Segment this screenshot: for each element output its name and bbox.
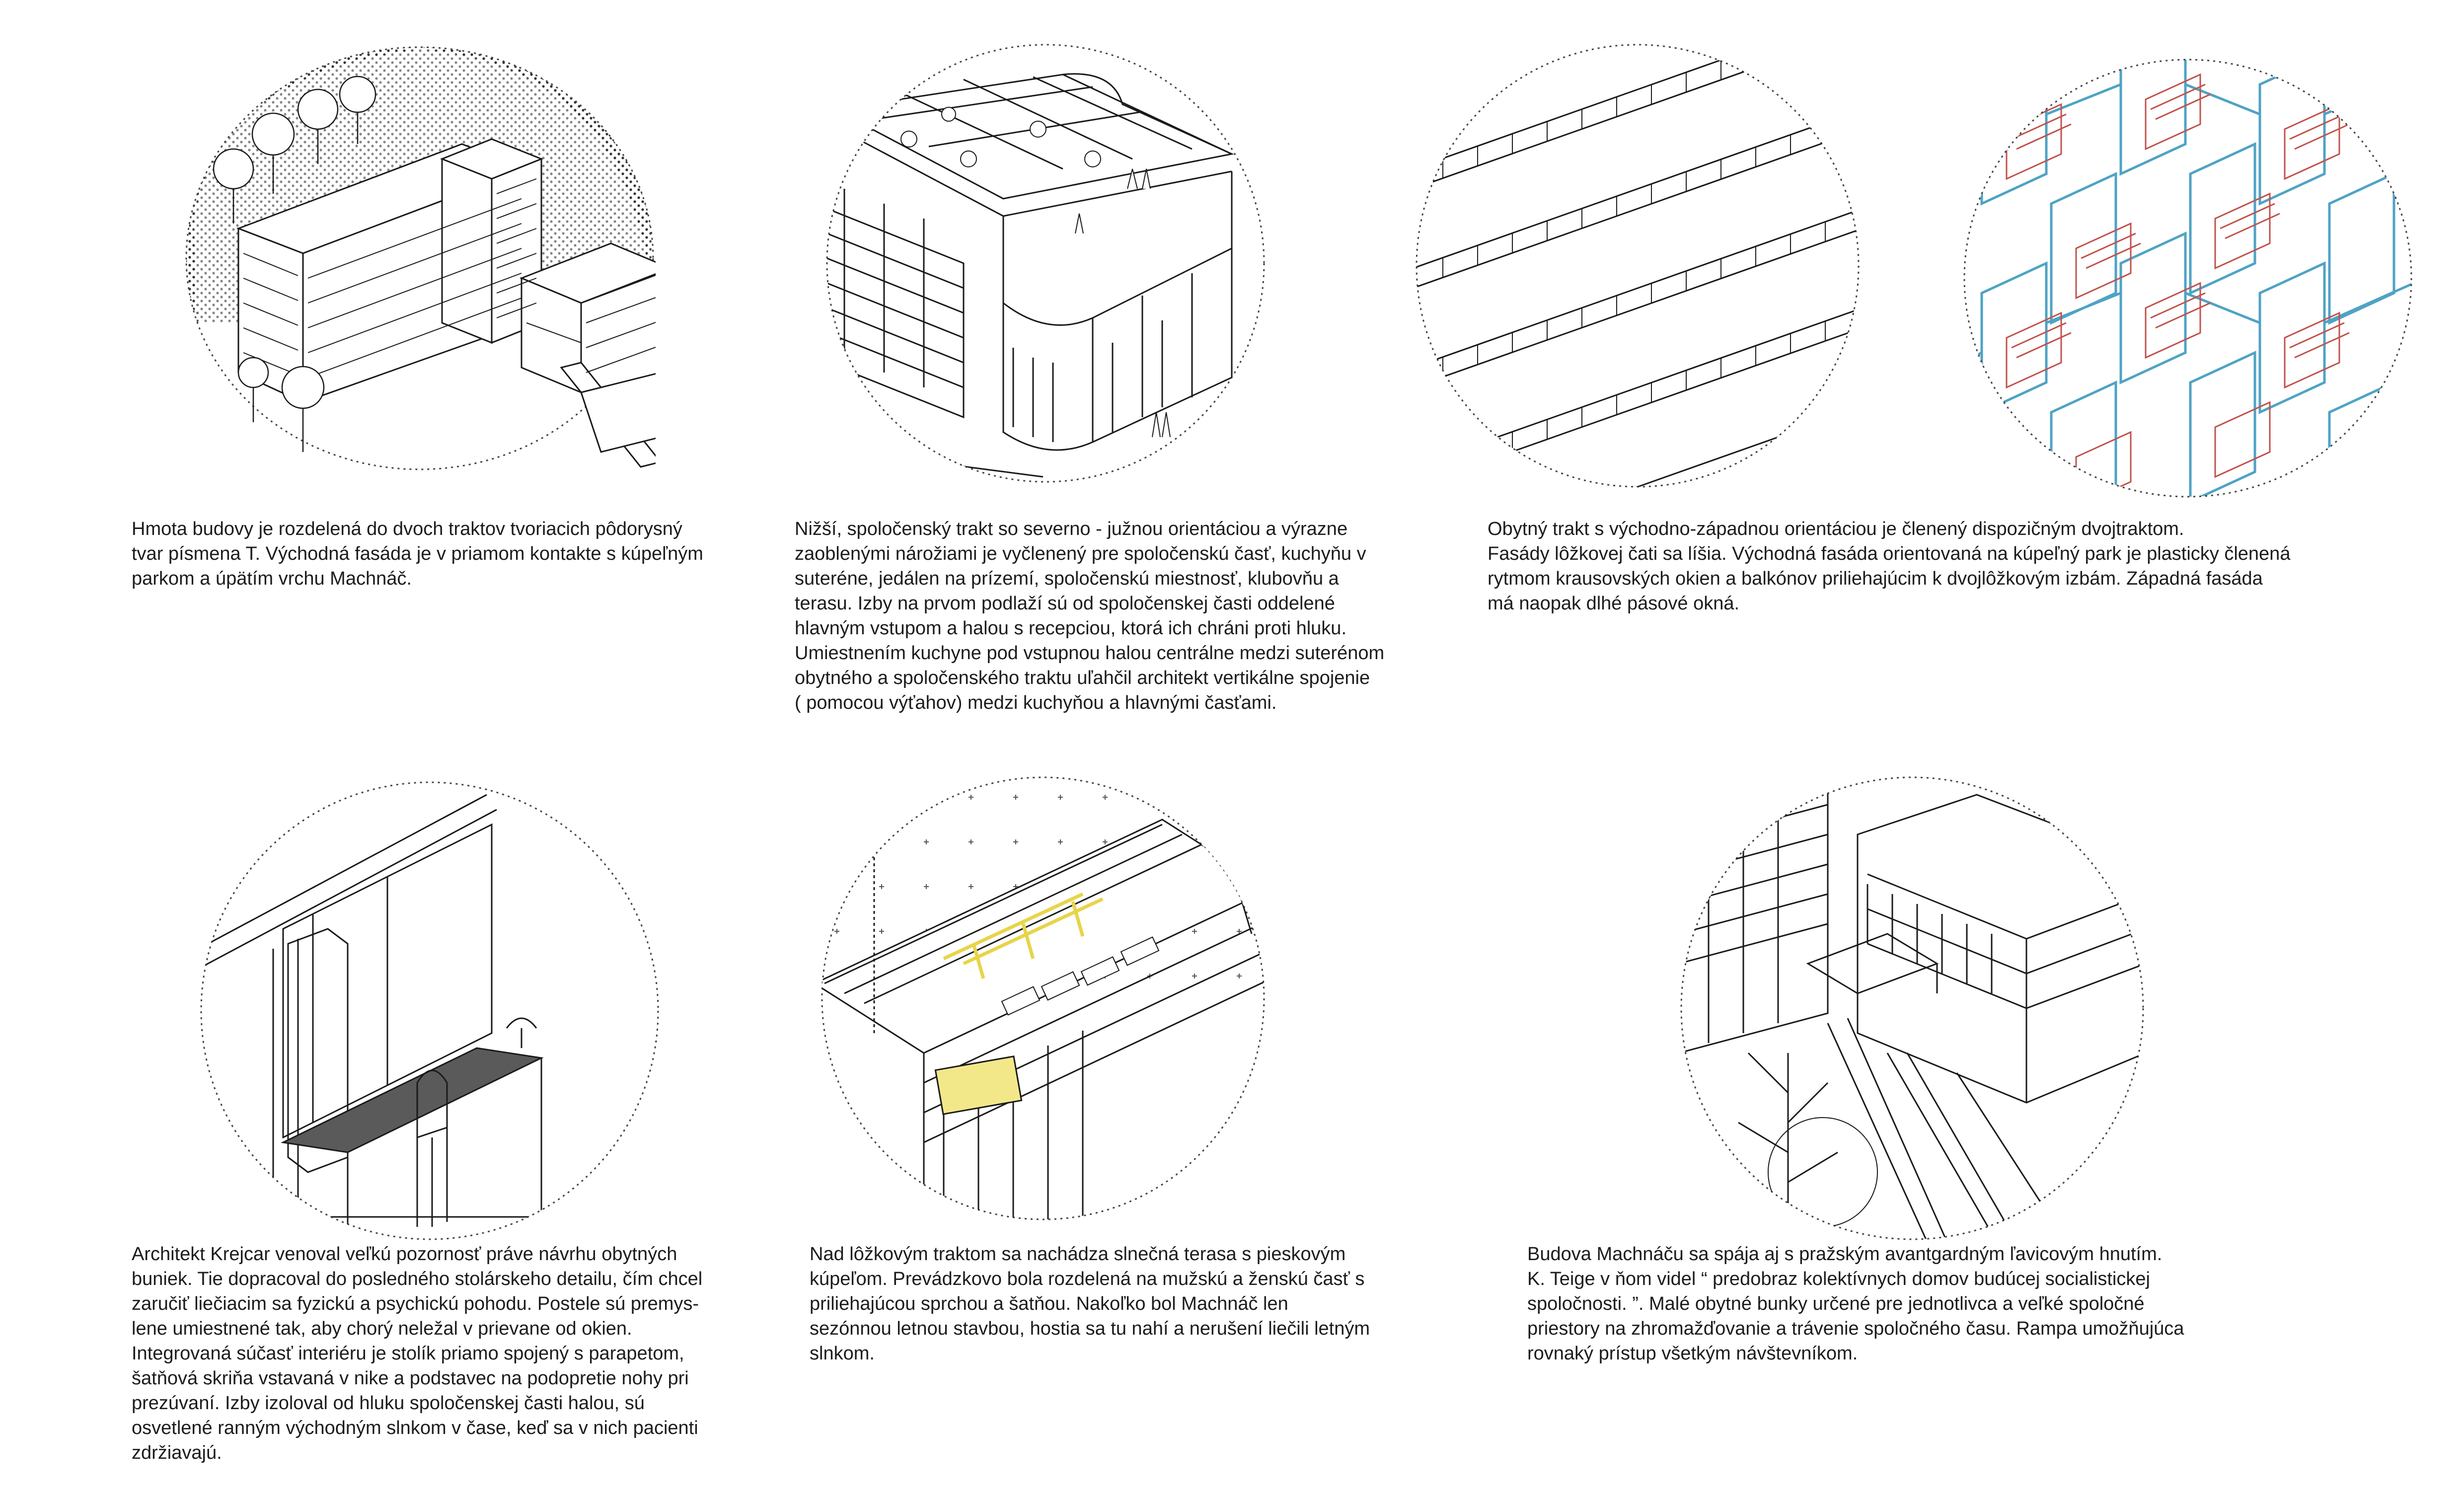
entrance-ramp-icon <box>1679 775 2146 1242</box>
caption-line: sezónnou letnou stavbou, hostia sa tu nahí a nerušení liečili letným <box>810 1318 1370 1339</box>
caption-line: terasu. Izby na prvom podlaží sú od spoločenskej časti oddelené <box>795 593 1335 614</box>
caption-avant-garde <box>1527 1242 2372 1366</box>
illustration-east-facade <box>1962 55 2414 502</box>
caption-line: zdržiavajú. <box>132 1442 222 1463</box>
caption-line: Fasády lôžkovej čati sa líšia. Východná fasáda orientovaná na kúpeľný park je plasticky členená <box>1488 543 2291 564</box>
caption-line: spoločnosti. ”. Malé obytné bunky určené pre jednotlivca a veľké spoločné <box>1527 1293 2145 1314</box>
caption-line: obytného a spoločenského traktu uľahčil architekt vertikálne spojenie <box>795 668 1370 688</box>
caption-line: Umiestnením kuchyne pod vstupnou halou centrálne medzi suterénom <box>795 643 1385 664</box>
west-facade-ribbon-windows-icon <box>1413 40 1863 492</box>
caption-line: lene umiestnené tak, aby chorý neležal v prievane od okien. <box>132 1318 632 1339</box>
caption-line: Nižší, spoločenský trakt so severno - južnou orientáciou a výrazne <box>795 519 1348 539</box>
illustration-social-wing <box>815 40 1276 487</box>
caption-line: ( pomocou výťahov) medzi kuchyňou a hlavnými časťami. <box>795 692 1277 713</box>
caption-building-mass <box>132 517 797 591</box>
caption-line: buniek. Tie dopracoval do posledného stolárskeho detailu, čím chcel <box>132 1269 703 1289</box>
illustration-entrance-ramp <box>1679 775 2146 1242</box>
caption-line: slnkom. <box>810 1343 875 1364</box>
caption-line: Integrovaná súčasť interiéru je stolík priamo spojený s parapetom, <box>132 1343 684 1364</box>
social-wing-terrace-icon <box>815 40 1276 487</box>
illustration-room-interior <box>199 780 661 1242</box>
hotel-room-interior-icon <box>199 780 661 1242</box>
caption-line: Budova Machnáču sa spája aj s pražským avantgardným ľavicovým hnutím. <box>1527 1244 2163 1265</box>
caption-line: rovnaký prístup všetkým návštevníkom. <box>1527 1343 1858 1364</box>
caption-line: hlavným vstupom a halou s recepciou, ktorá ich chráni proti hluku. <box>795 618 1346 639</box>
caption-line: zaručiť liečiacim sa fyzickú a psychickú pohodu. Postele sú premys- <box>132 1293 699 1314</box>
caption-line: osvetlené ranným východným slnkom v čase, keď sa v nich pacienti <box>132 1418 698 1438</box>
illustration-roof-terrace <box>815 775 1271 1222</box>
caption-line: priliehajúcou sprchou a šatňou. Nakoľko bol Machnáč len <box>810 1293 1288 1314</box>
caption-residential-wing <box>1488 517 2431 616</box>
caption-line: suteréne, jedálen na prízemí, spoločenskú miestnosť, klubovňu a <box>795 568 1339 589</box>
caption-room-interior <box>132 1242 797 1465</box>
caption-line: prezúvaní. Izby izoloval od hluku spoločenskej časti halou, sú <box>132 1393 645 1414</box>
caption-line: šatňová skriňa vstavaná v nike a podstavec na podopretie nohy pri <box>132 1368 689 1389</box>
caption-line: tvar písmena T. Východná fasáda je v priamom kontakte s kúpeľným <box>132 543 703 564</box>
caption-line: Obytný trakt s východno-západnou orientáciou je členený dispozičným dvojtraktom. <box>1488 519 2184 539</box>
caption-line: Nad lôžkovým traktom sa nachádza slnečná terasa s pieskovým <box>810 1244 1346 1265</box>
roof-sun-terrace-icon <box>815 775 1271 1222</box>
caption-roof-terrace <box>810 1242 1475 1366</box>
caption-line: parkom a úpätím vrchu Machnáč. <box>132 568 412 589</box>
caption-social-wing <box>795 517 1460 715</box>
caption-line: priestory na zhromažďovanie a trávenie spoločného času. Rampa umožňujúca <box>1527 1318 2184 1339</box>
east-facade-balcony-pattern-icon <box>1962 55 2414 502</box>
illustration-west-facade <box>1413 40 1863 492</box>
illustration-building-mass <box>184 45 656 472</box>
caption-line: má naopak dlhé pásové okná. <box>1488 593 1740 614</box>
caption-line: zaoblenými nárožiami je vyčlenený pre spoločenskú časť, kuchyňu v <box>795 543 1366 564</box>
building-mass-axonometry-icon <box>184 45 656 472</box>
caption-line: Architekt Krejcar venoval veľkú pozornosť práve návrhu obytných <box>132 1244 677 1265</box>
caption-line: kúpeľom. Prevádzkovo bola rozdelená na mužskú a ženskú časť s <box>810 1269 1365 1289</box>
caption-line: K. Teige v ňom videl “ predobraz kolektívnych domov budúcej socialistickej <box>1527 1269 2150 1289</box>
caption-line: rytmom krausovských okien a balkónov priliehajúcim k dvojlôžkovým izbám. Západná fasáda <box>1488 568 2263 589</box>
caption-line: Hmota budovy je rozdelená do dvoch traktov tvoriacich pôdorysný <box>132 519 682 539</box>
